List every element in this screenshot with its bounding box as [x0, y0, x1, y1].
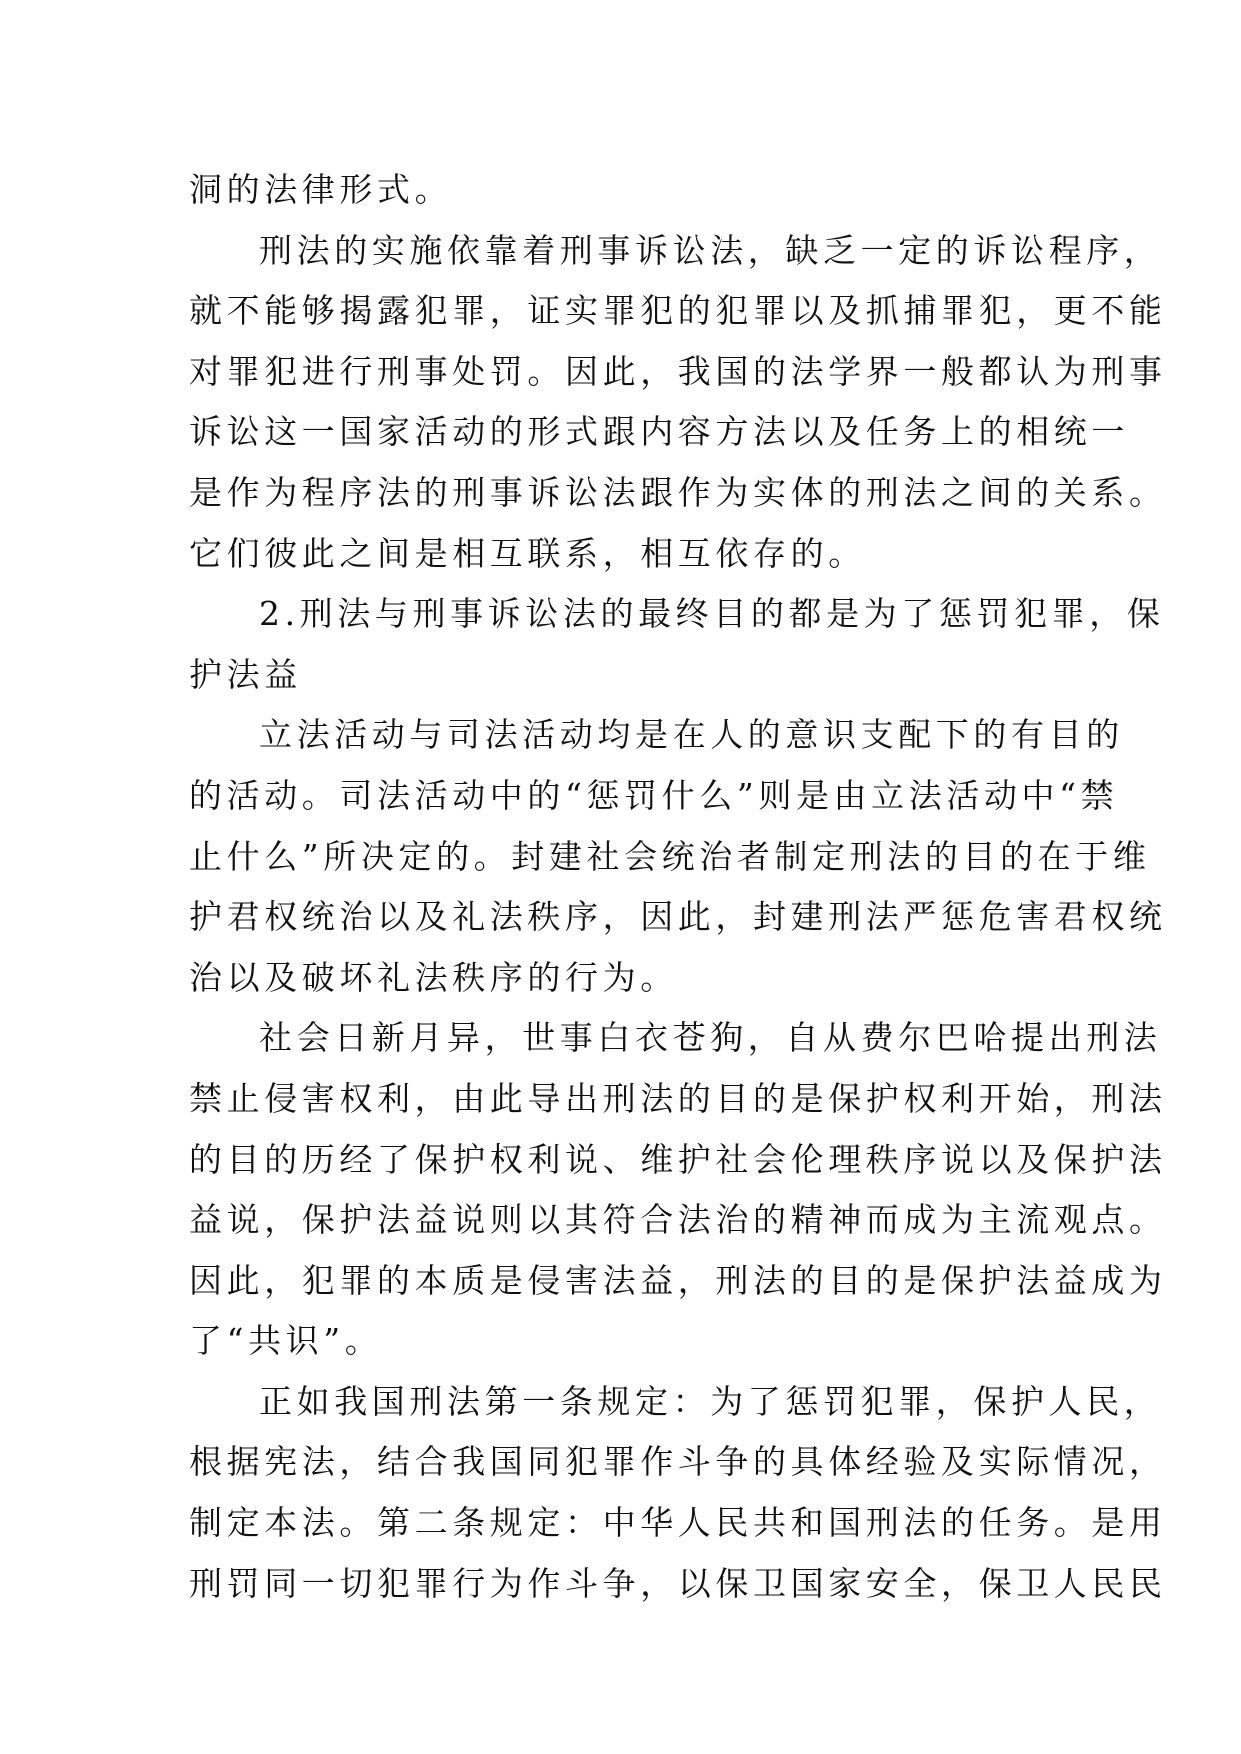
text-line: 的活动。司法活动中的“惩罚什么”则是由立法活动中“禁	[189, 775, 1119, 815]
text-line: 就不能够揭露犯罪，证实罪犯的犯罪以及抓捕罪犯，更不能	[189, 291, 1167, 331]
text-line: 治以及破坏礼法秩序的行为。	[189, 957, 678, 997]
section-heading-line: 2.刑法与刑事诉讼法的最终目的都是为了惩罚犯罪，保	[259, 594, 1165, 634]
paragraph-start-line: 刑法的实施依靠着刑事诉讼法，缺乏一定的诉讼程序，	[259, 230, 1162, 270]
text-line: 制定本法。第二条规定：中华人民共和国刑法的任务。是用	[189, 1503, 1167, 1543]
text-line: 对罪犯进行刑事处罚。因此，我国的法学界一般都认为刑事	[189, 351, 1167, 391]
text-line: 是作为程序法的刑事诉讼法跟作为实体的刑法之间的关系。	[189, 472, 1167, 512]
text-line: 根据宪法，结合我国同犯罪作斗争的具体经验及实际情况，	[189, 1442, 1167, 1482]
text-line: 护君权统治以及礼法秩序，因此，封建刑法严惩危害君权统	[189, 897, 1167, 937]
paragraph-start-line: 正如我国刑法第一条规定：为了惩罚犯罪，保护人民，	[259, 1381, 1162, 1421]
text-line: 因此，犯罪的本质是侵害法益，刑法的目的是保护法益成为	[189, 1260, 1167, 1300]
text-line: 益说，保护法益说则以其符合法治的精神而成为主流观点。	[189, 1200, 1167, 1240]
paragraph-start-line: 立法活动与司法活动均是在人的意识支配下的有目的	[259, 715, 1124, 755]
section-heading-line: 护法益	[189, 654, 302, 694]
text-line: 刑罚同一切犯罪行为作斗争，以保卫国家安全，保卫人民民	[189, 1563, 1167, 1603]
text-line: 诉讼这一国家活动的形式跟内容方法以及任务上的相统一	[189, 412, 1129, 452]
text-line: 洞的法律形式。	[189, 170, 453, 209]
text-line: 止什么”所决定的。封建社会统治者制定刑法的目的在于维	[189, 836, 1151, 876]
text-line: 它们彼此之间是相互联系，相互依存的。	[189, 533, 866, 573]
document-body	[189, 160, 1167, 1614]
text-line: 的目的历经了保护权利说、维护社会伦理秩序说以及保护法	[189, 1139, 1167, 1179]
paragraph-start-line: 社会日新月异，世事白衣苍狗，自从费尔巴哈提出刑法	[259, 1018, 1162, 1058]
text-line: 了“共识”。	[189, 1321, 383, 1361]
text-line: 禁止侵害权利，由此导出刑法的目的是保护权利开始，刑法	[189, 1078, 1167, 1118]
